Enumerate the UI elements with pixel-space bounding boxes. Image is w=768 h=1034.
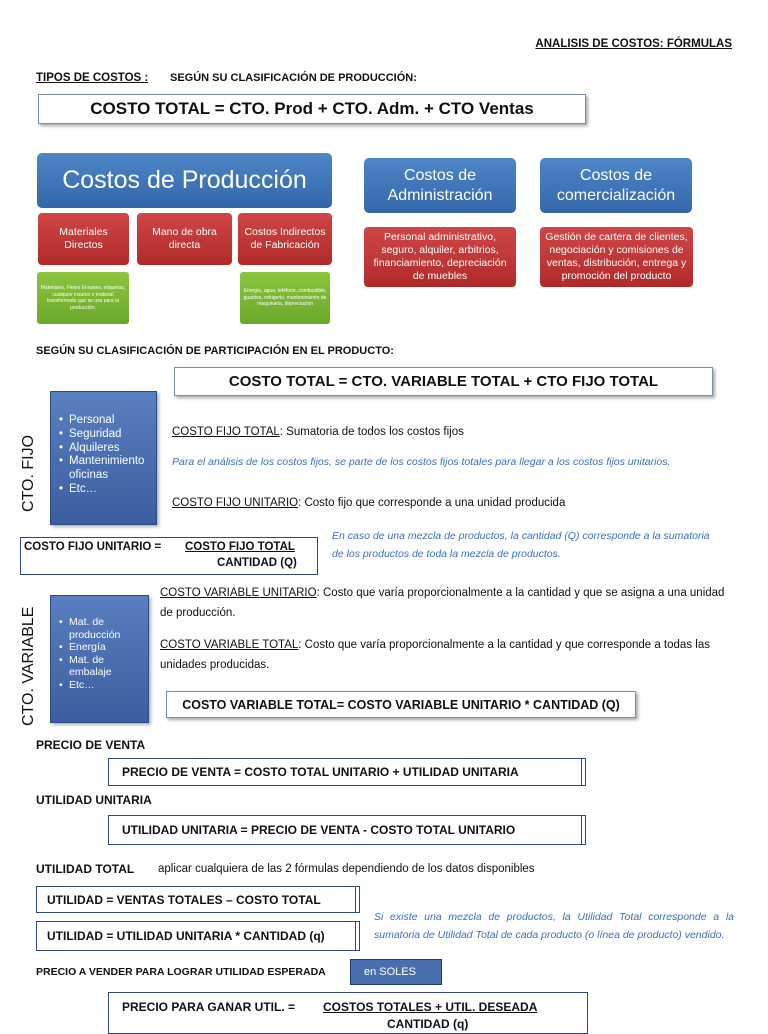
page-title: ANALISIS DE COSTOS: FÓRMULAS — [535, 38, 732, 50]
costos-administracion-header: Costos de Administración — [364, 158, 516, 213]
precio-venta-heading: PRECIO DE VENTA — [36, 738, 146, 752]
utilidad-total-note: aplicar cualquiera de las 2 fórmulas dependiendo de los datos disponibles — [158, 863, 535, 875]
list-item: • Mat. de embalaje — [59, 654, 144, 679]
materiales-directos-box: Materiales Directos — [38, 213, 129, 265]
variable-items-panel — [50, 595, 149, 723]
cto-variable-label: CTO. VARIABLE — [20, 606, 37, 726]
costo-total-variable-fijo-formula: COSTO TOTAL = CTO. VARIABLE TOTAL + CTO FIJO TOTAL — [174, 367, 713, 396]
costo-fijo-total-def: COSTO FIJO TOTAL: Sumatoria de todos los costos fijos — [172, 426, 464, 438]
precio-ganar-utilidad-formula: PRECIO PARA GANAR UTIL. = COSTOS TOTALES + UTIL. DESEADA CANTIDAD (q) — [108, 992, 588, 1034]
utilidad-unitaria-heading: UTILIDAD UNITARIA — [36, 793, 152, 807]
list-item: • Energía — [59, 641, 144, 654]
costos-produccion-header: Costos de Producción — [37, 153, 332, 208]
list-item: • Seguridad — [59, 428, 152, 442]
fijo-items-panel — [50, 391, 157, 525]
costos-comercializacion-header: Costos de comercialización — [540, 158, 692, 213]
section-label: TIPOS DE COSTOS : — [36, 72, 149, 84]
materiales-detail-box: Materiales, Fletes Envases, etiquetas, cualquier insumo o material transformado que se usa para la producción. — [37, 272, 129, 324]
comercializacion-detail-box: Gestión de cartera de clientes, negociación y comisiones de ventas, distribución, entrega y promoción del producto — [540, 227, 693, 287]
fijo-analysis-note: Para el análisis de los costos fijos, se parte de los costos fijos totales para llegar a los costos fijos unitarios. — [172, 456, 671, 468]
precio-vender-heading: PRECIO A VENDER PARA LOGRAR UTILIDAD ESPERADA — [36, 966, 326, 978]
costos-indirectos-box: Costos Indirectos de Fabricación — [238, 213, 332, 265]
utilidad-unitaria-formula: UTILIDAD UNITARIA = PRECIO DE VENTA - COSTO TOTAL UNITARIO — [108, 815, 586, 845]
precio-venta-formula: PRECIO DE VENTA = COSTO TOTAL UNITARIO + UTILIDAD UNITARIA — [108, 758, 586, 786]
costo-variable-unitario-def: COSTO VARIABLE UNITARIO: Costo que varía proporcionalmente a la cantidad y que se asigna a una unidad de producción. — [160, 587, 725, 619]
indirectos-detail-box: Energía, agua, teléfono, combustible, guantes, refrigerio, mantenimiento de maquinaria, depreciación — [240, 272, 330, 324]
list-item: • Alquileres — [59, 442, 152, 456]
costo-variable-total-formula: COSTO VARIABLE TOTAL= COSTO VARIABLE UNITARIO * CANTIDAD (Q) — [166, 691, 636, 718]
utilidad-unitaria-cantidad-formula: UTILIDAD = UTILIDAD UNITARIA * CANTIDAD (q) — [36, 921, 360, 951]
utilidad-mezcla-note: Si existe una mezcla de productos, la Utilidad Total corresponde a la sumatoria de Utilidad Total de cada producto (o línea de producto) vendido. — [374, 911, 734, 942]
costo-total-formula: COSTO TOTAL = CTO. Prod + CTO. Adm. + CTO Ventas — [38, 94, 586, 124]
mano-de-obra-box: Mano de obra directa — [137, 213, 232, 265]
section2-subtitle: SEGÚN SU CLASIFICACIÓN DE PARTICIPACIÓN EN EL PRODUCTO: — [36, 345, 394, 357]
administracion-detail-box: Personal administrativo, seguro, alquiler, arbitrios, financiamiento, depreciación de muebles — [364, 227, 516, 287]
list-item: • Personal — [59, 414, 152, 428]
en-soles-badge: en SOLES — [350, 959, 442, 985]
utilidad-total-heading: UTILIDAD TOTAL — [36, 862, 135, 876]
costo-variable-total-def: COSTO VARIABLE TOTAL: Costo que varía proporcionalmente a la cantidad y que corresponde a todas las unidades producidas. — [160, 639, 710, 671]
utilidad-ventas-formula: UTILIDAD = VENTAS TOTALES – COSTO TOTAL — [36, 886, 360, 913]
mezcla-productos-note: En caso de una mezcla de productos, la cantidad (Q) corresponde a la sumatoria de los productos de toda la mezcla de productos. — [332, 530, 710, 560]
list-item: • Etc… — [59, 679, 144, 692]
cto-fijo-label: CTO. FIJO — [20, 434, 37, 512]
list-item: • Etc… — [59, 483, 152, 497]
section-subtitle: SEGÚN SU CLASIFICACIÓN DE PRODUCCIÓN: — [170, 72, 417, 84]
list-item: • Mantenimiento oficinas — [59, 455, 152, 483]
list-item: • Mat. de producción — [59, 616, 144, 641]
costo-fijo-unitario-def: COSTO FIJO UNITARIO: Costo fijo que corresponde a una unidad producida — [172, 497, 566, 509]
costo-fijo-unitario-formula: COSTO FIJO UNITARIO = COSTO FIJO TOTAL CANTIDAD (Q) — [20, 537, 318, 575]
